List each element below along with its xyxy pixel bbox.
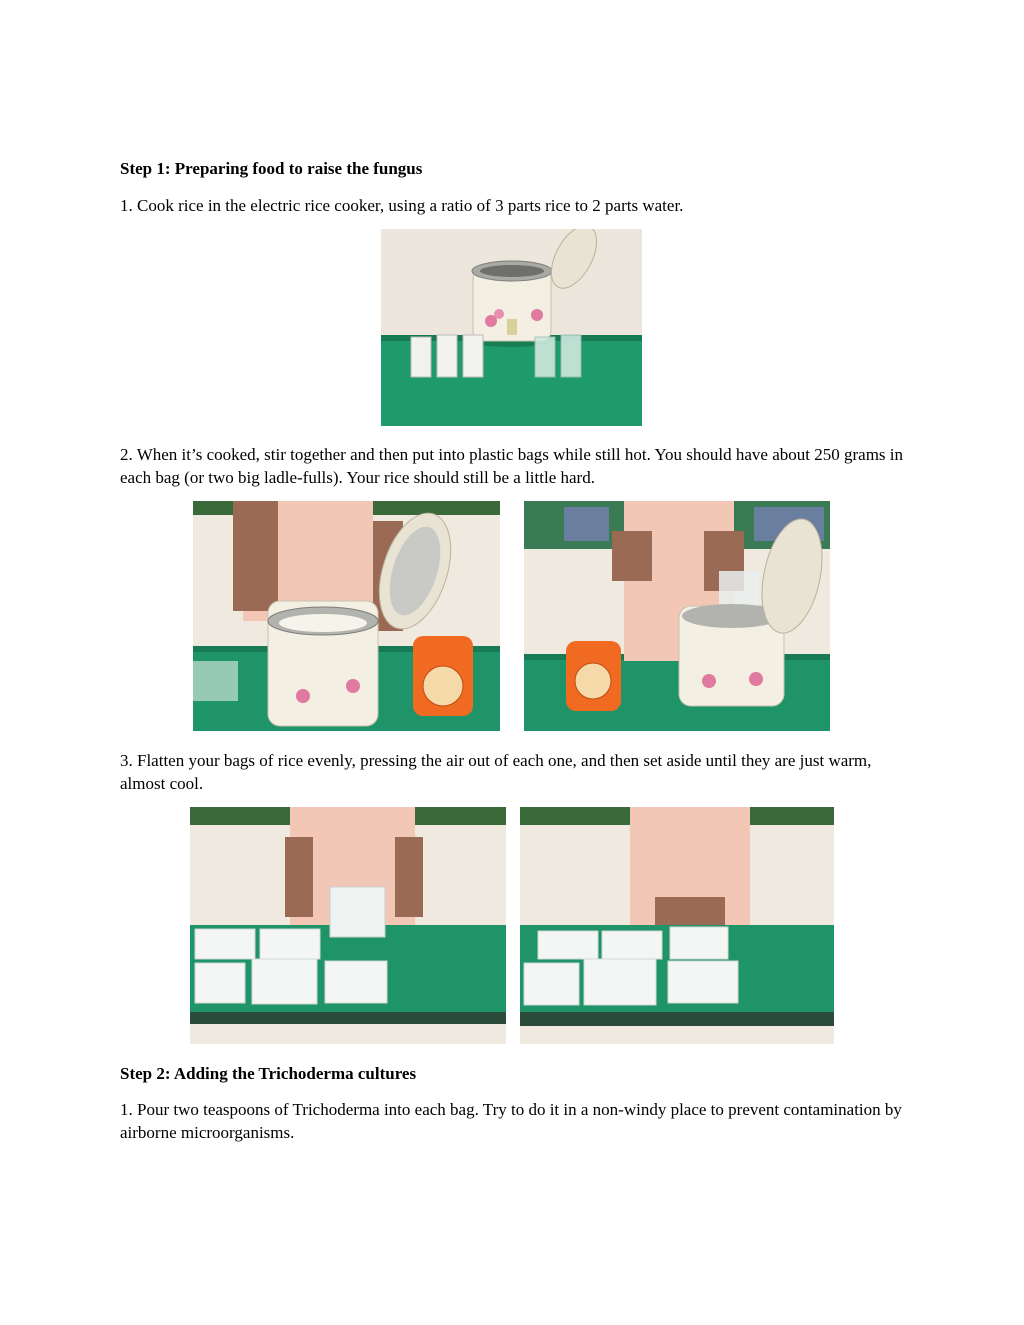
step2-item1-text: 1. Pour two teaspoons of Trichoderma into each bag. Try to do it in a non-windy place to prevent contamination by airborne microorganisms. — [120, 1100, 902, 1142]
step1-item2-text: 2. When it’s cooked, stir together and then put into plastic bags while still hot. You should have about 250 grams in each bag (or two big ladle-fulls). Your rice should still be a little hard. — [120, 445, 904, 487]
step2-heading: Step 2: Adding the Trichoderma cultures — [120, 1064, 417, 1083]
step1-item1-text: 1. Cook rice in the electric rice cooker, using a ratio of 3 parts rice to 2 parts water. — [120, 196, 684, 215]
step1-heading: Step 1: Preparing food to raise the fungus — [120, 159, 423, 178]
flattening-bags-photo-2 — [520, 807, 834, 1044]
flattening-bags-photo-1 — [190, 807, 506, 1044]
rice-cooker-ratio-photo — [381, 229, 642, 426]
step1-item3-text: 3. Flatten your bags of rice evenly, pressing the air out of each one, and then set aside until they are just warm, almost cool. — [120, 751, 872, 793]
bagging-rice-photo — [524, 501, 830, 731]
stirring-rice-photo — [193, 501, 500, 731]
